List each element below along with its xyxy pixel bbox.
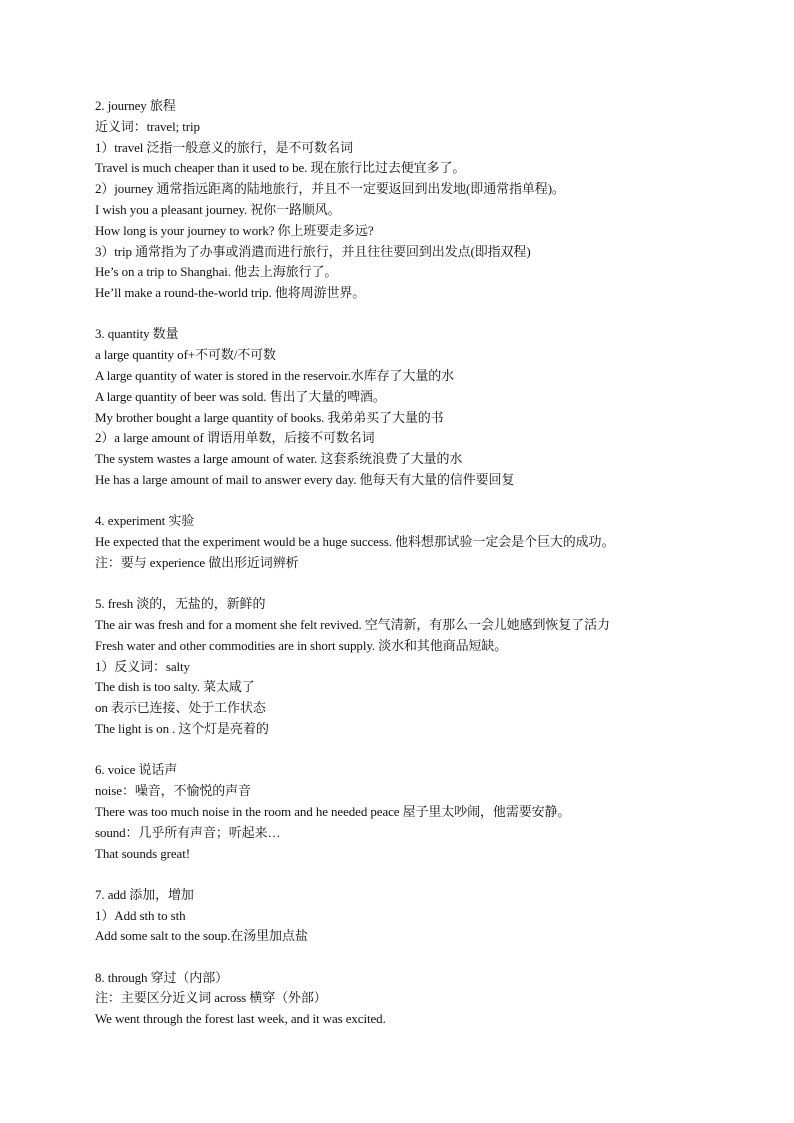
- text-line: noise：噪音，不愉悦的声音: [95, 783, 251, 799]
- section-heading: 6. voice 说话声: [95, 762, 178, 778]
- text-line: We went through the forest last week, and it was excited.: [95, 1011, 386, 1027]
- text-line: He has a large amount of mail to answer every day. 他每天有大量的信件要回复: [95, 472, 515, 488]
- section-voice: [95, 760, 755, 864]
- section-heading: 3. quantity 数量: [95, 326, 179, 342]
- text-line: I wish you a pleasant journey. 祝你一路顺风。: [95, 201, 341, 217]
- section-heading: 2. journey 旅程: [95, 98, 176, 113]
- text-line: a large quantity of+不可数/不可数: [95, 347, 276, 363]
- text-line: The system wastes a large amount of water. 这套系统浪费了大量的水: [95, 451, 463, 467]
- text-line: My brother bought a large quantity of books. 我弟弟买了大量的书: [95, 409, 444, 425]
- text-line: The air was fresh and for a moment she felt revived. 空气清新，有那么一会儿她感到恢复了活力: [95, 617, 610, 633]
- section-quantity: [95, 324, 755, 490]
- text-line: There was too much noise in the room and he needed peace 屋子里太吵闹，他需要安静。: [95, 803, 571, 819]
- text-line: 注：主要区分近义词 across 横穿（外部）: [95, 990, 327, 1006]
- section-heading: 8. through 穿过（内部）: [95, 969, 228, 985]
- text-line: Travel is much cheaper than it used to be. 现在旅行比过去便宜多了。: [95, 160, 466, 176]
- section-fresh: [95, 594, 755, 740]
- document-page: [95, 96, 755, 1030]
- text-line: A large quantity of water is stored in the reservoir.水库存了大量的水: [95, 368, 455, 384]
- text-line: 近义词：travel; trip: [95, 118, 200, 134]
- text-line: He’ll make a round-the-world trip. 他将周游世界。: [95, 285, 366, 301]
- text-line: Add some salt to the soup.在汤里加点盐: [95, 928, 308, 944]
- text-line: sound：几乎所有声音；听起来…: [95, 824, 281, 840]
- text-line: 3）trip 通常指为了办事或消遣而进行旅行，并且往往要回到出发点(即指双程): [95, 243, 531, 259]
- text-line: He expected that the experiment would be a huge success. 他料想那试验一定会是个巨大的成功。: [95, 534, 615, 550]
- text-line: 1）travel 泛指一般意义的旅行，是不可数名词: [95, 139, 353, 155]
- text-line: The light is on . 这个灯是亮着的: [95, 721, 269, 737]
- text-line: 2）journey 通常指远距离的陆地旅行，并且不一定要返回到出发地(即通常指单程)。: [95, 181, 565, 197]
- text-line: That sounds great!: [95, 845, 190, 861]
- text-line: A large quantity of beer was sold. 售出了大量的啤酒。: [95, 388, 386, 404]
- section-add: [95, 885, 755, 947]
- text-line: 1）Add sth to sth: [95, 907, 186, 923]
- section-heading: 5. fresh 淡的，无盐的，新鲜的: [95, 596, 266, 612]
- text-line: He’s on a trip to Shanghai. 他去上海旅行了。: [95, 264, 338, 280]
- text-line: Fresh water and other commodities are in short supply. 淡水和其他商品短缺。: [95, 637, 508, 653]
- section-experiment: [95, 511, 755, 573]
- section-heading: 7. add 添加，增加: [95, 886, 194, 902]
- text-line: 2）a large amount of 谓语用单数，后接不可数名词: [95, 430, 375, 446]
- text-line: 注：要与 experience 做出形近词辨析: [95, 554, 299, 570]
- text-line: The dish is too salty. 菜太咸了: [95, 679, 255, 695]
- section-heading: 4. experiment 实验: [95, 513, 195, 529]
- section-through: [95, 968, 755, 1030]
- text-line: on 表示已连接、处于工作状态: [95, 700, 266, 716]
- text-line: How long is your journey to work? 你上班要走多远?: [95, 222, 374, 238]
- text-line: 1）反义词：salty: [95, 658, 190, 674]
- section-journey: [95, 96, 755, 304]
